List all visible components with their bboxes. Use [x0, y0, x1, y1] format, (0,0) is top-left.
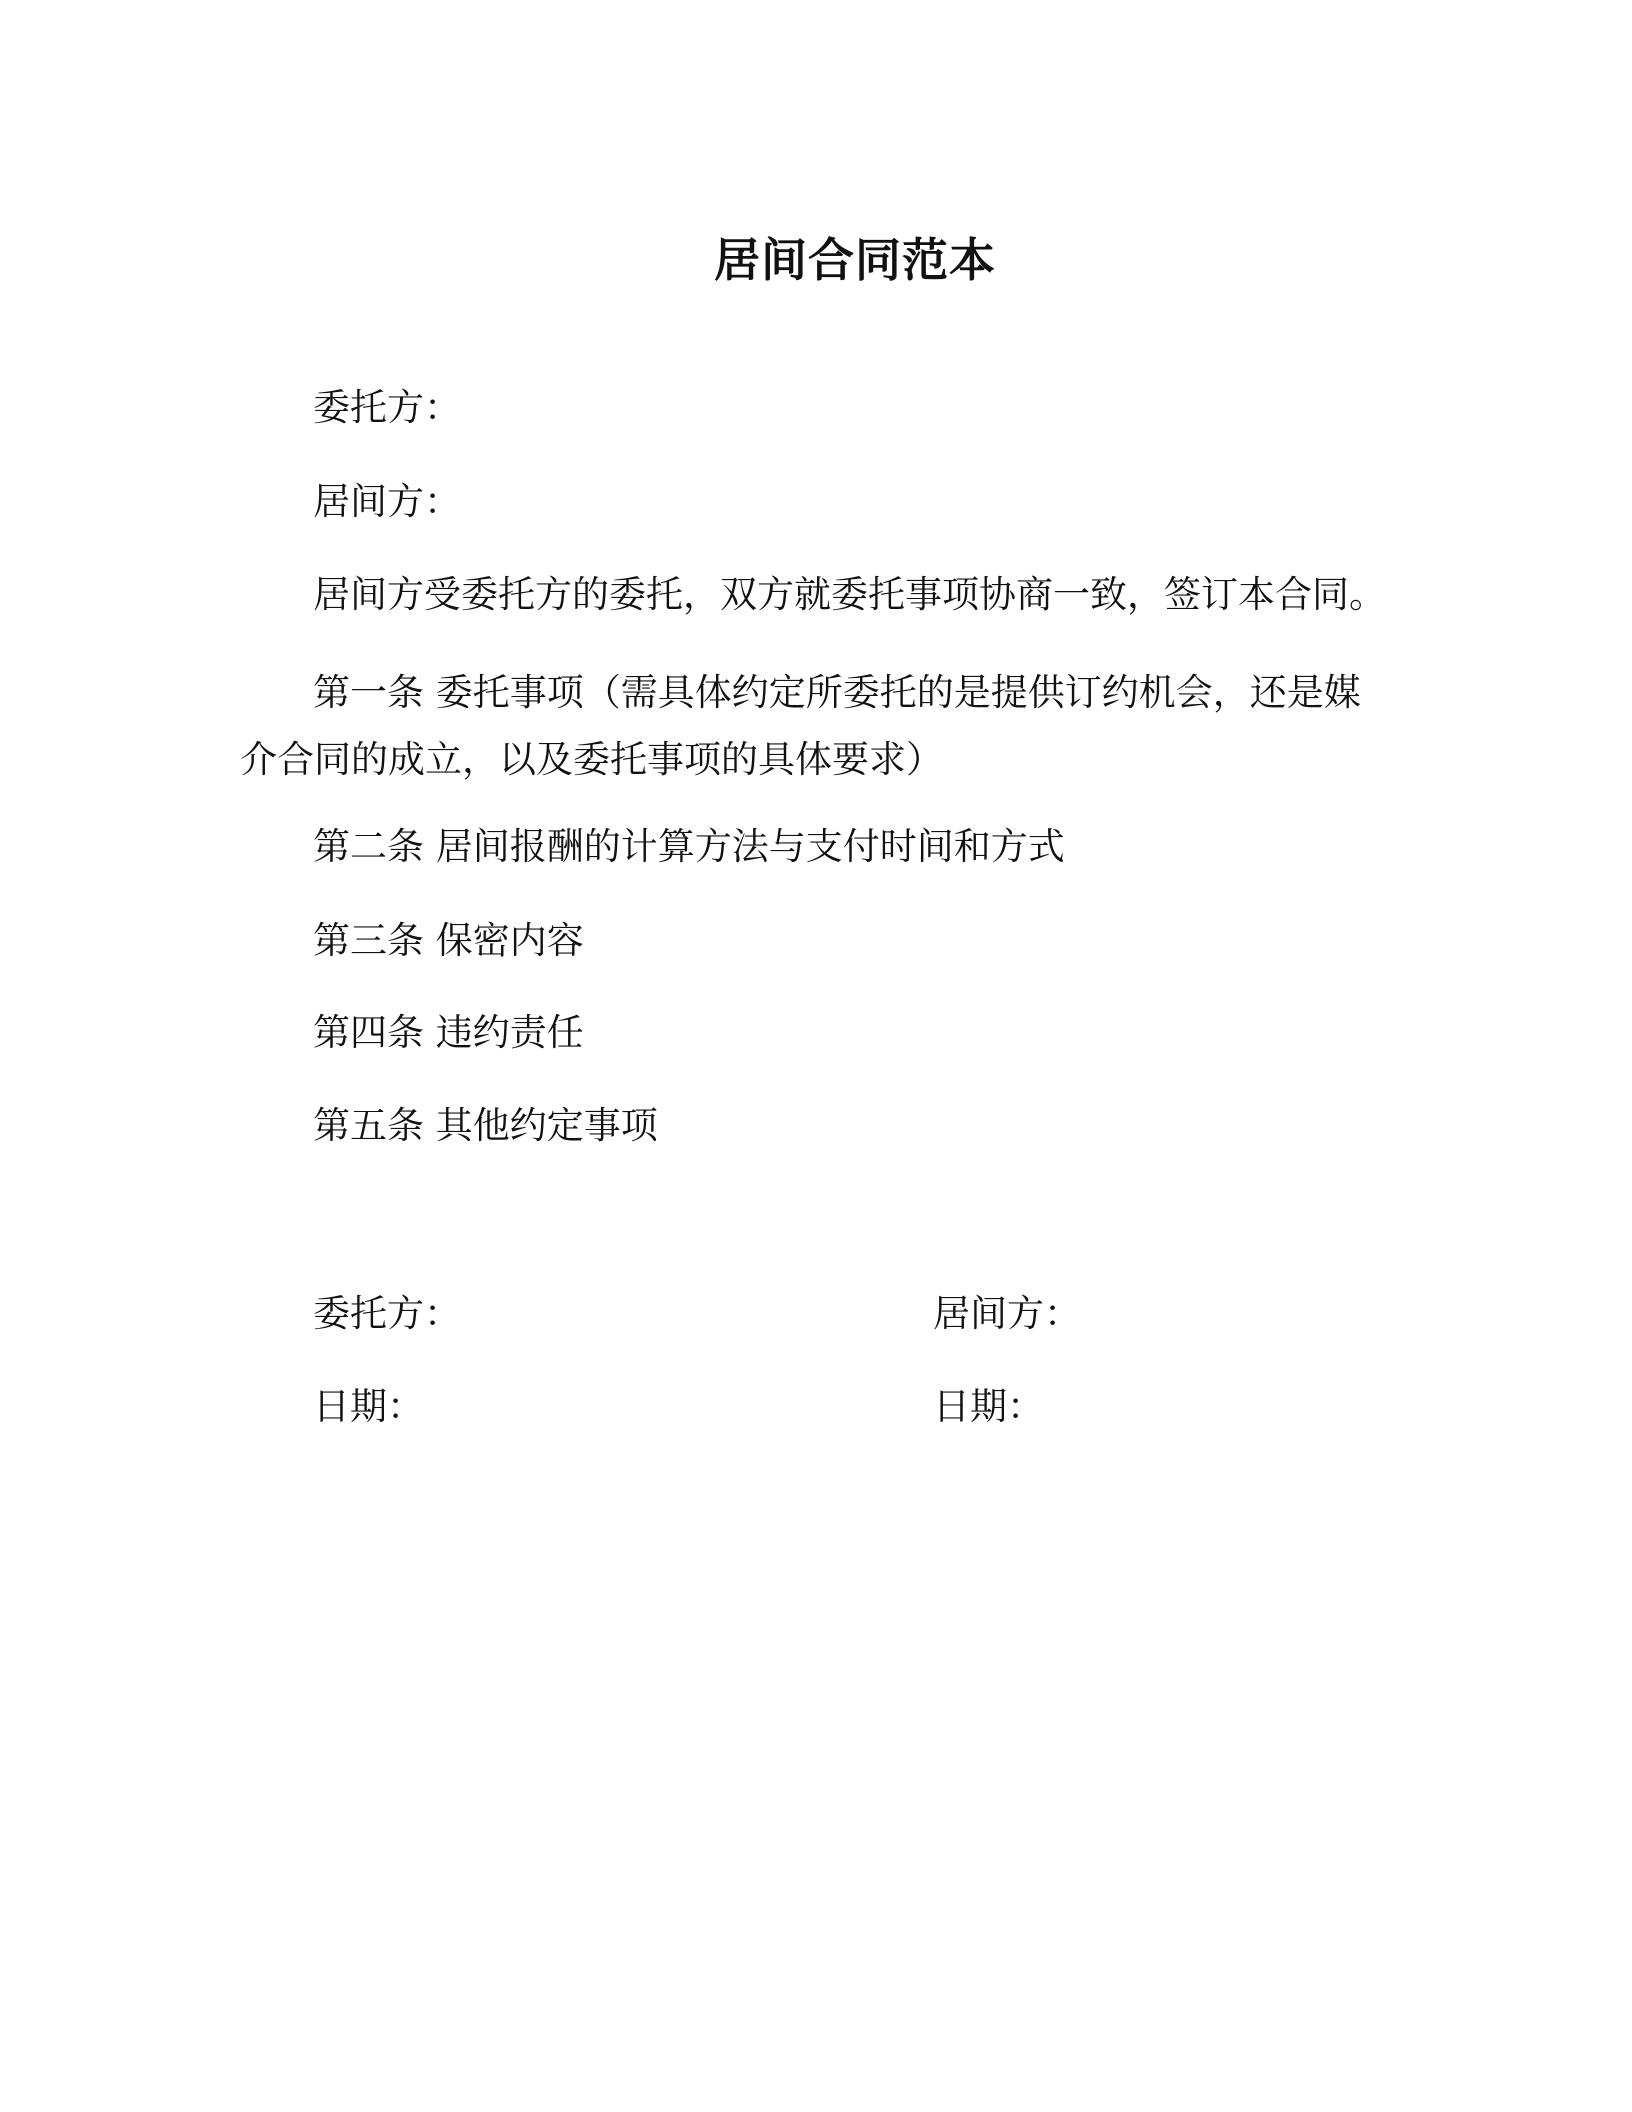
signature-principal: 委托方：	[313, 1292, 461, 1335]
intermediary-label: 居间方：	[313, 480, 461, 523]
article-5: 第五条 其他约定事项	[313, 1104, 658, 1147]
article-2: 第二条 居间报酬的计算方法与支付时间和方式	[313, 825, 1065, 868]
signature-date-left: 日期：	[313, 1385, 424, 1428]
principal-label: 委托方：	[313, 386, 461, 429]
article-1: 第一条 委托事项（需具体约定所委托的是提供订约机会，还是媒介合同的成立，以及委托事项的具体要求）	[240, 671, 1361, 781]
signature-date-right: 日期：	[933, 1385, 1044, 1428]
article-4: 第四条 违约责任	[313, 1011, 584, 1054]
article-3: 第三条 保密内容	[313, 919, 584, 962]
signature-intermediary: 居间方：	[933, 1292, 1081, 1335]
intro-paragraph: 居间方受委托方的委托，双方就委托事项协商一致，签订本合同。	[313, 573, 1386, 616]
document-title: 居间合同范本	[714, 233, 996, 287]
